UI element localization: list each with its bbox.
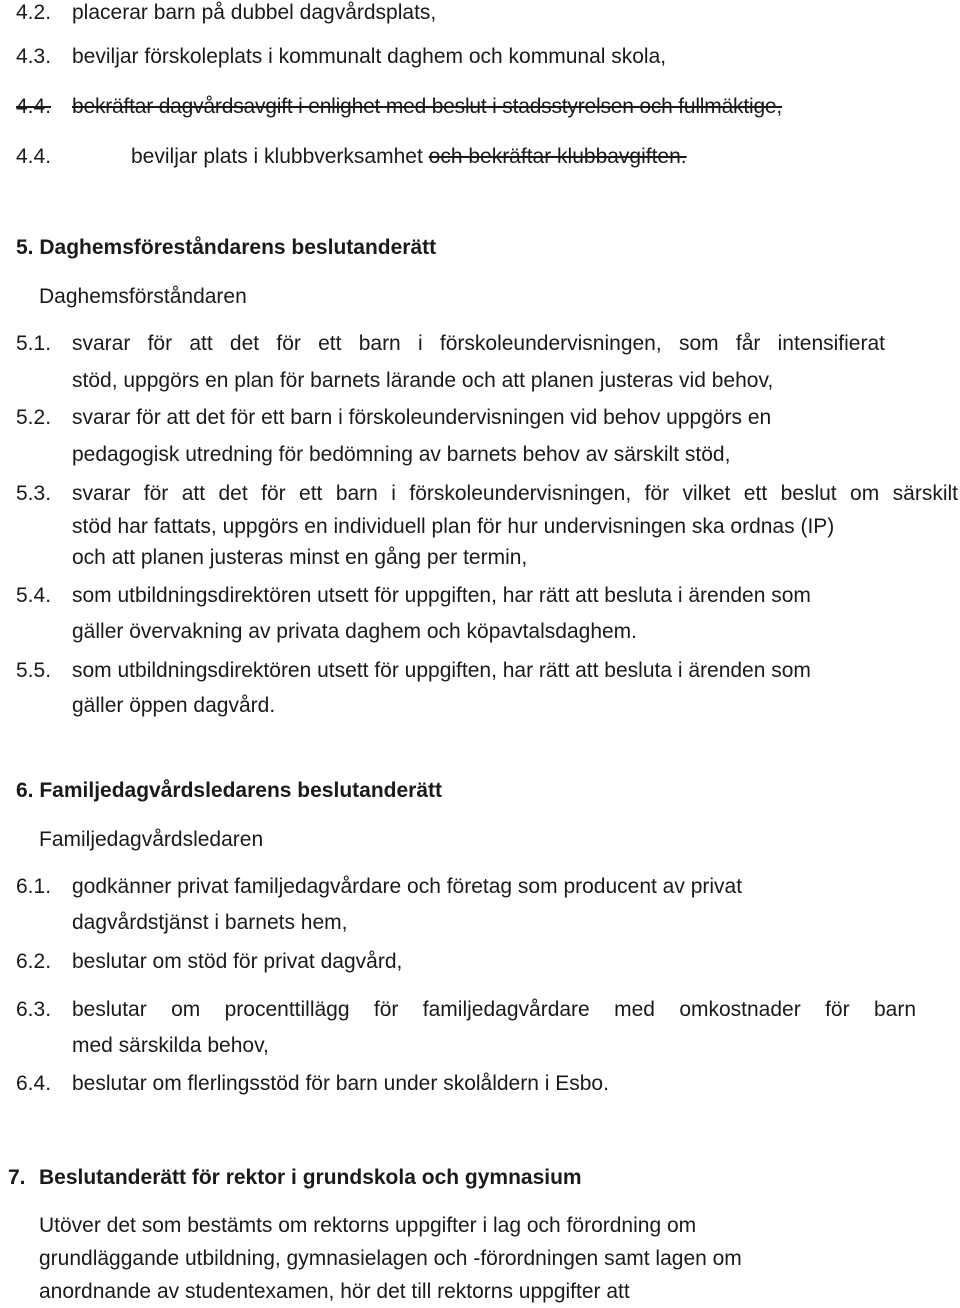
item-text-line: dagvårdstjänst i barnets hem, xyxy=(72,911,348,934)
item-text: beviljar förskoleplats i kommunalt daghem och kommunal skola, xyxy=(72,45,667,68)
item-text-line: med särskilda behov, xyxy=(72,1034,269,1057)
item-number: 4.4. xyxy=(16,95,52,118)
section-heading-6: 6. Familjedagvårdsledarens beslutanderätt xyxy=(16,779,442,802)
item-number: 4.3. xyxy=(16,45,52,68)
item-text-struck: bekräftar dagvårdsavgift i enlighet med beslut i stadsstyrelsen och fullmäktige, xyxy=(72,95,783,118)
item-number: 6.4. xyxy=(16,1072,52,1095)
item-text-line: svarar för att det för ett barn i förskoleundervisningen, för vilket ett beslut om särskilt xyxy=(72,482,958,505)
item-text-line: pedagogisk utredning för bedömning av barnets behov av särskilt stöd, xyxy=(72,443,731,466)
item-text xyxy=(131,145,687,169)
item-text-line: beslutar om stöd för privat dagvård, xyxy=(72,950,403,973)
item-number: 5.2. xyxy=(16,406,52,429)
paragraph-line: anordnande av studentexamen, hör det till rektorns uppgifter att xyxy=(39,1280,630,1303)
item-number: 4.4. xyxy=(16,145,52,168)
paragraph-line: Utöver det som bestämts om rektorns uppgifter i lag och förordning om xyxy=(39,1214,697,1237)
item-text-line: gäller övervakning av privata daghem och köpavtalsdaghem. xyxy=(72,620,638,643)
heading-text: Beslutanderätt för rektor i grundskola och gymnasium xyxy=(39,1166,582,1189)
item-text-line: som utbildningsdirektören utsett för uppgiften, har rätt att besluta i ärenden som xyxy=(72,584,811,607)
section-subheading-6: Familjedagvårdsledaren xyxy=(39,828,264,851)
item-text-struck: och bekräftar klubbavgiften. xyxy=(428,145,687,168)
item-text: placerar barn på dubbel dagvårdsplats, xyxy=(72,1,437,24)
item-text-line: svarar för att det för ett barn i förskoleundervisningen vid behov uppgörs en xyxy=(72,406,772,429)
item-text-line: gäller öppen dagvård. xyxy=(72,694,276,717)
item-number: 5.1. xyxy=(16,332,52,355)
item-text-line: beslutar om flerlingsstöd för barn under skolåldern i Esbo. xyxy=(72,1072,609,1095)
section-heading-5: 5. Daghemsföreståndarens beslutanderätt xyxy=(16,236,437,259)
item-text-line: stöd, uppgörs en plan för barnets lärande och att planen justeras vid behov, xyxy=(72,369,774,392)
item-text-plain: beviljar plats i klubbverksamhet xyxy=(131,145,429,168)
heading-number: 7. xyxy=(8,1166,26,1189)
item-text-line: svarar för att det för ett barn i förskoleundervisningen, som får intensifierat xyxy=(72,332,885,355)
item-text-line: beslutar om procenttillägg för familjedagvårdare med omkostnader för barn xyxy=(72,998,916,1021)
item-text-line: som utbildningsdirektören utsett för uppgiften, har rätt att besluta i ärenden som xyxy=(72,659,811,682)
item-number: 6.1. xyxy=(16,875,52,898)
section-subheading-5: Daghemsförståndaren xyxy=(39,285,247,308)
item-number: 4.2. xyxy=(16,1,52,24)
item-text-line: och att planen justeras minst en gång per termin, xyxy=(72,546,528,569)
item-text-line: stöd har fattats, uppgörs en individuell plan för hur undervisningen ska ordnas (IP) xyxy=(72,515,835,538)
item-number: 5.4. xyxy=(16,584,52,607)
item-number: 6.3. xyxy=(16,998,52,1021)
item-number: 6.2. xyxy=(16,950,52,973)
item-text-line: godkänner privat familjedagvårdare och företag som producent av privat xyxy=(72,875,743,898)
paragraph-line: grundläggande utbildning, gymnasielagen och -förordningen samt lagen om xyxy=(39,1247,742,1270)
item-number: 5.3. xyxy=(16,482,52,505)
item-number: 5.5. xyxy=(16,659,52,682)
